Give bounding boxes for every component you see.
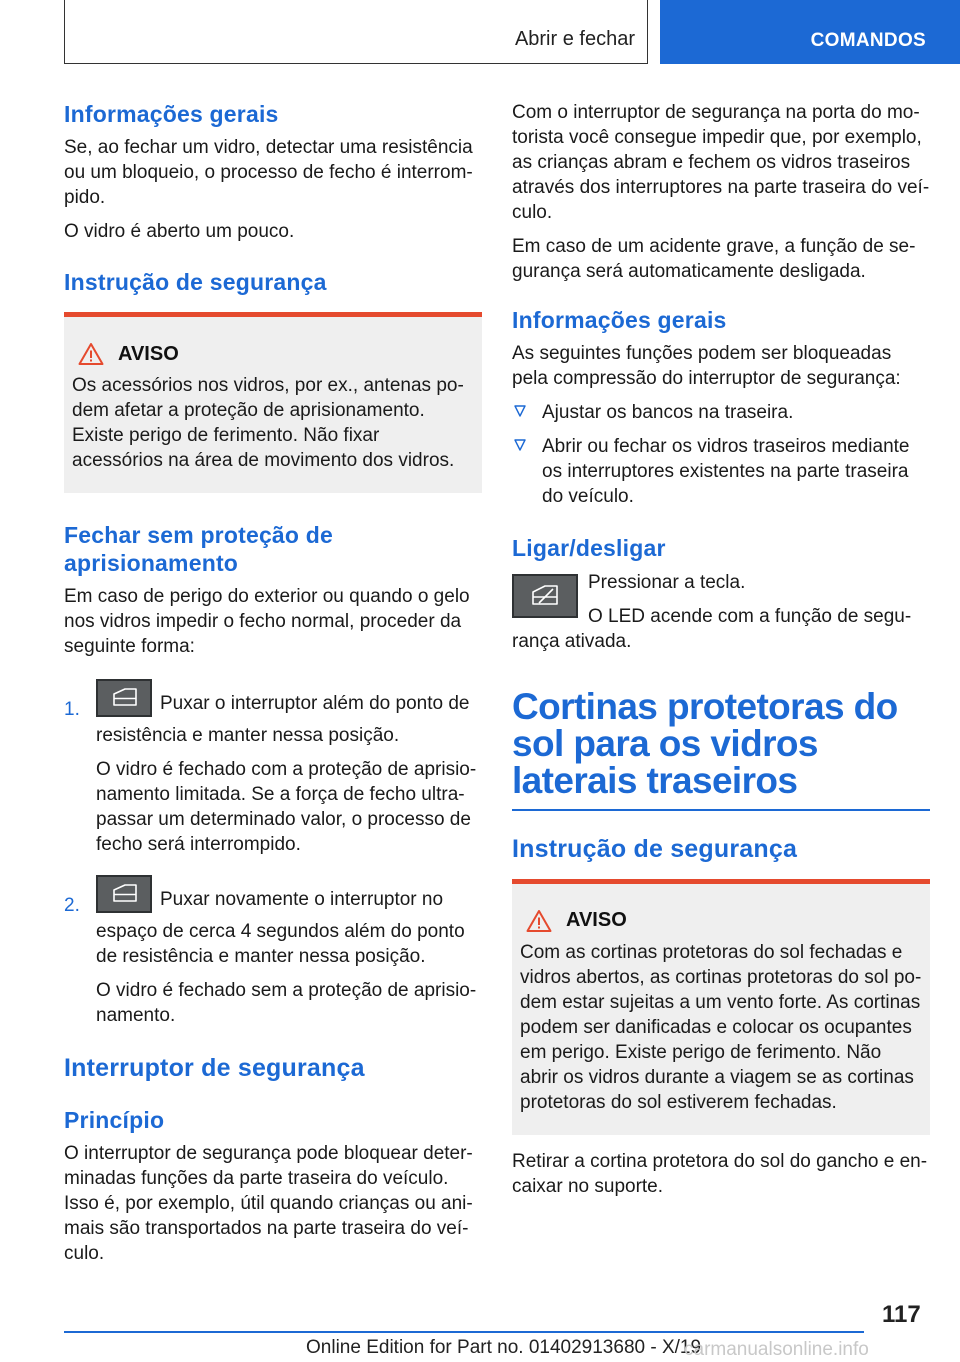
warning-box — [512, 879, 930, 1135]
safety-switch-icon — [512, 574, 578, 618]
warning-title: AVISO — [566, 909, 627, 931]
header-section-box — [64, 0, 648, 64]
warning-text: Os acessórios nos vidros, por ex., antenas po‐dem afetar a proteção de aprisionamento. Existe perigo de ferimento. Não fixar acessórios na área de movimento dos vidros. — [72, 375, 464, 471]
page-number: 117 — [882, 1301, 921, 1328]
footer-edition: Online Edition for Part no. 01402913680 - X/19 — [306, 1337, 702, 1358]
on-off-block — [512, 570, 930, 654]
window-switch-icon — [96, 875, 152, 913]
warning-box — [64, 312, 482, 493]
header-chapter-title: COMANDOS — [810, 30, 926, 51]
paragraph-general-info-2: O vidro é aberto um pouco. — [64, 221, 295, 242]
list-item — [512, 434, 930, 509]
list-item — [512, 400, 930, 425]
footer-watermark: carmanualsonline.info — [684, 1339, 869, 1360]
step-item — [64, 881, 482, 969]
step-sub-item — [64, 978, 482, 1028]
footer-rule — [64, 1331, 864, 1333]
section-title: Cortinas protetoras do sol para os vidros laterais traseiros — [512, 686, 898, 801]
paragraph-safety-switch-2: Em caso de um acidente grave, a função de se‐gurança será automaticamente desligada. — [512, 236, 916, 282]
list-item-text: Abrir ou fechar os vidros traseiros mediante os interruptores existentes na parte traseira do veículo. — [542, 436, 910, 507]
list-item-text: Ajustar os bancos na traseira. — [542, 402, 794, 423]
paragraph-press-key: Pressionar a tecla. — [588, 572, 746, 593]
bullet-triangle-icon — [514, 405, 526, 417]
paragraph-sun-blind: Retirar a cortina protetora do sol do gancho e en‐caixar no suporte. — [512, 1150, 928, 1197]
heading-on-off: Ligar/desligar — [512, 535, 666, 561]
paragraph-general-info-1: Se, ao fechar um vidro, detectar uma resistência ou um bloqueio, o processo de fecho é interrom‐pido. — [64, 137, 473, 208]
step-number: 1. — [64, 699, 80, 720]
warning-text: Com as cortinas protetoras do sol fechadas e vidros abertos, as cortinas protetoras do sol po‐dem estar sujeitas a um vento forte. As cortinas podem ser danificadas e colocar os ocupantes em perigo. Existe perigo de ferimento. Não abrir os vidros durante a viagem se as cortinas protetoras do sol estiverem fechadas. — [520, 941, 922, 1113]
step-text: Puxar o interruptor além do ponto de resistência e manter nessa posição. — [96, 693, 470, 746]
header-section-title: Abrir e fechar — [514, 28, 635, 50]
heading-safety-instruction: Instrução de segurança — [64, 269, 327, 295]
step-sub-text: O vidro é fechado sem a proteção de aprisio‐namento. — [96, 980, 477, 1026]
heading-general-info: Informações gerais — [64, 101, 279, 127]
step-number: 2. — [64, 895, 80, 916]
heading-safety-switch: Interruptor de segurança — [64, 1054, 365, 1082]
step-text: Puxar novamente o interruptor no espaço de cerca 4 segundos além do ponto de resistência e manter nessa posição. — [96, 889, 465, 967]
step-item — [64, 685, 482, 748]
section-title-rule — [512, 809, 930, 811]
paragraph-principle: O interruptor de segurança pode bloquear deter‐minadas funções da parte traseira do veículo. Isso é, por exemplo, útil quando crianças ou ani‐mais são transportados na parte traseira do veí‐culo. — [64, 1143, 473, 1264]
warning-header — [520, 908, 922, 934]
right-column — [512, 100, 930, 1199]
heading-close-without-protection: Fechar sem proteção de aprisionamento — [64, 522, 334, 576]
paragraph-close-without-protection: Em caso de perigo do exterior ou quando o gelo nos vidros impedir o fecho normal, proceder da seguinte forma: — [64, 586, 470, 657]
warning-triangle-icon — [526, 909, 552, 933]
heading-general-info-right: Informações gerais — [512, 307, 727, 333]
step-sub-text: O vidro é fechado com a proteção de aprisio‐namento limitada. Se a força de fecho ultra‐passar um determinado valor, o processo de fecho será interrompido. — [96, 759, 477, 855]
paragraph-general-info-right: As seguintes funções podem ser bloqueadas pela compressão do interruptor de segurança: — [512, 343, 901, 389]
warning-title: AVISO — [118, 342, 179, 365]
paragraph-led: O LED acende com a função de segu‐rança ativada. — [512, 606, 912, 652]
warning-header — [72, 341, 474, 367]
paragraph-safety-switch-1: Com o interruptor de segurança na porta do mo‐torista você consegue impedir que, por exemplo, as crianças abram e fechem os vidros traseiros através dos interruptores na parte traseira do veí‐culo. — [512, 102, 930, 223]
bullet-triangle-icon — [514, 439, 526, 451]
heading-principle: Princípio — [64, 1107, 165, 1133]
step-sub-item — [64, 757, 482, 857]
left-column — [64, 100, 482, 1266]
warning-triangle-icon — [78, 342, 104, 366]
window-switch-icon — [96, 679, 152, 717]
header-chapter-box — [660, 0, 960, 64]
heading-safety-instruction-right: Instrução de segurança — [512, 834, 798, 863]
